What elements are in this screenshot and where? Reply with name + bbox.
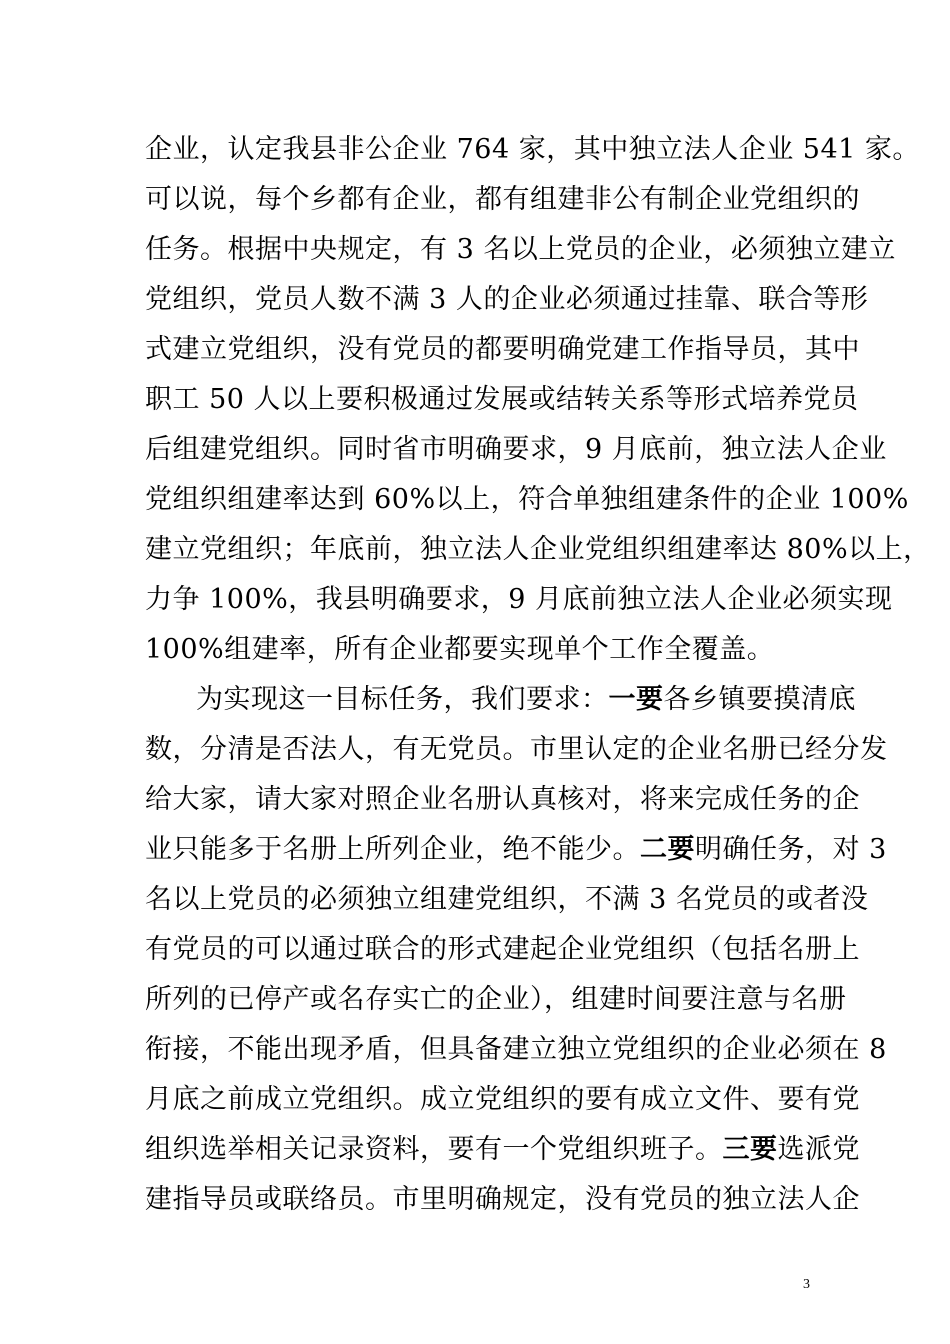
emphasis-bold: 一要 — [608, 684, 664, 715]
text-line: 业只能多于名册上所列企业，绝不能少。二要明确任务，对 3 — [145, 834, 887, 865]
text-line: 给大家，请大家对照企业名册认真核对，将来完成任务的企 — [145, 784, 860, 815]
text-line: 党组织组建率达到 60%以上，符合单独组建条件的企业 100% — [145, 484, 909, 515]
page-number: 3 — [803, 1277, 810, 1292]
text-line: 式建立党组织，没有党员的都要明确党建工作指导员，其中 — [145, 334, 860, 365]
text-line: 可以说，每个乡都有企业，都有组建非公有制企业党组织的 — [145, 184, 860, 215]
emphasis-bold: 二要 — [640, 834, 695, 865]
text-line: 组织选举相关记录资料，要有一个党组织班子。三要选派党 — [145, 1134, 860, 1165]
text-line: 100%组建率，所有企业都要实现单个工作全覆盖。 — [145, 634, 775, 665]
text-line: 企业，认定我县非公企业 764 家，其中独立法人企业 541 家。 — [145, 134, 920, 165]
text-line: 任务。根据中央规定，有 3 名以上党员的企业，必须独立建立 — [145, 234, 896, 265]
text-line: 有党员的可以通过联合的形式建起企业党组织（包括名册上 — [145, 934, 860, 965]
text-line: 后组建党组织。同时省市明确要求，9 月底前，独立法人企业 — [145, 434, 887, 465]
text-line: 党组织，党员人数不满 3 人的企业必须通过挂靠、联合等形 — [145, 284, 869, 315]
text-line: 所列的已停产或名存实亡的企业），组建时间要注意与名册 — [145, 984, 847, 1015]
text-line: 建指导员或联络员。市里明确规定，没有党员的独立法人企 — [145, 1184, 860, 1215]
text-line: 建立党组织；年底前，独立法人企业党组织组建率达 80%以上， — [145, 534, 931, 565]
text-line: 职工 50 人以上要积极通过发展或结转关系等形式培养党员 — [145, 384, 859, 415]
text-line: 名以上党员的必须独立组建党组织，不满 3 名党员的或者没 — [145, 884, 869, 915]
text-line: 衔接，不能出现矛盾，但具备建立独立党组织的企业必须在 8 — [145, 1034, 887, 1065]
paragraph-first-line: 为实现这一目标任务，我们要求：一要各乡镇要摸清底 — [196, 684, 856, 715]
text-line: 数，分清是否法人，有无党员。市里认定的企业名册已经分发 — [145, 734, 888, 765]
emphasis-bold: 三要 — [722, 1134, 778, 1165]
text-line: 力争 100%，我县明确要求，9 月底前独立法人企业必须实现 — [145, 584, 893, 615]
text-line: 月底之前成立党组织。成立党组织的要有成立文件、要有党 — [145, 1084, 860, 1115]
